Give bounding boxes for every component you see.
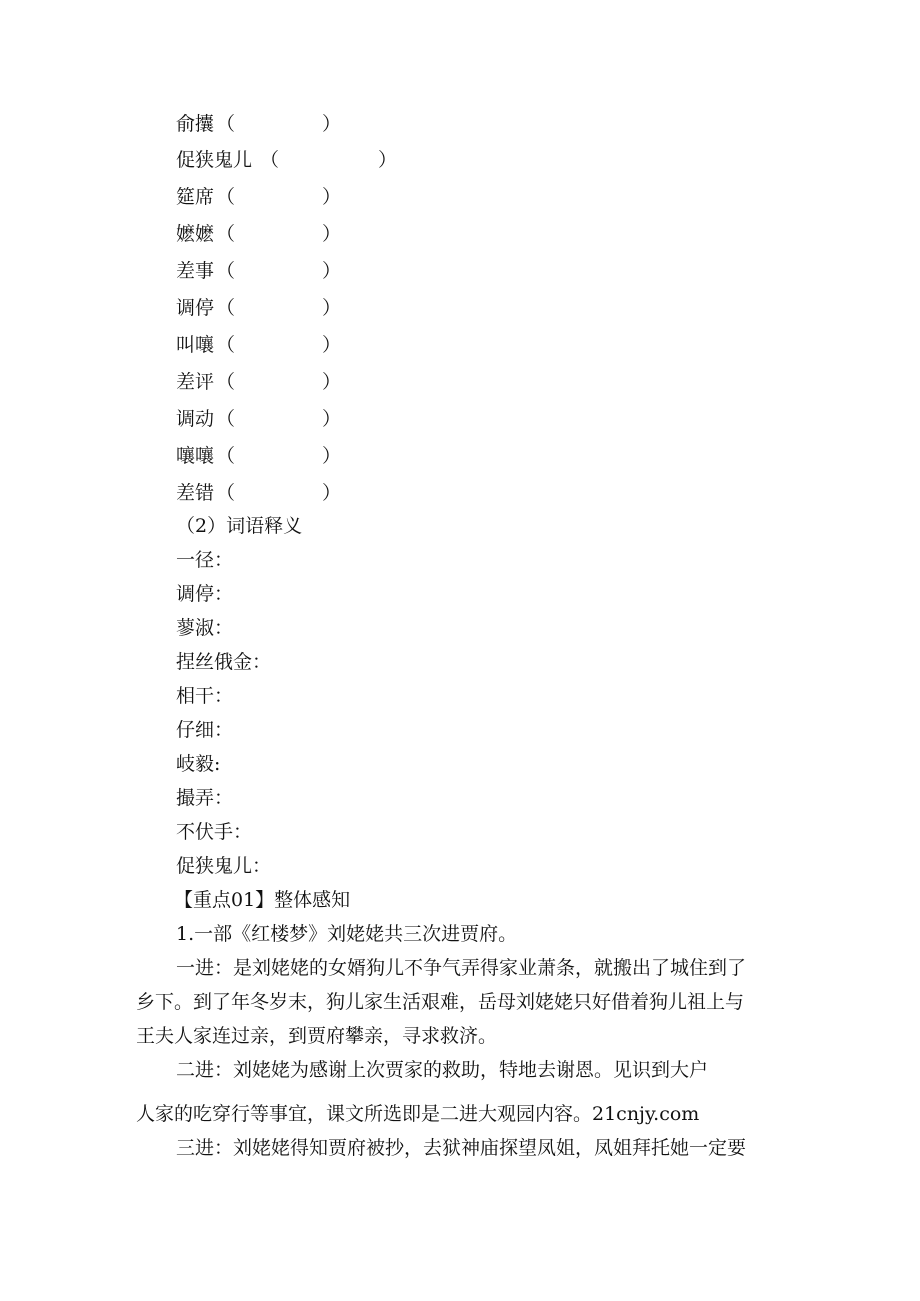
definition-item: 一径： bbox=[176, 549, 234, 571]
pinyin-item: 差事 （ ） bbox=[176, 260, 342, 282]
paragraph-line: 人家的吃穿行等事宜，课文所选即是二进大观园内容。21cnjy.com bbox=[136, 1103, 700, 1125]
paragraph-line: 二进：刘姥姥为感谢上次贾家的救助，特地去谢恩。见识到大户 bbox=[176, 1059, 709, 1081]
paragraph-line: 乡下。到了年冬岁末，狗儿家生活艰难，岳母刘姥姥只好借着狗儿祖上与 bbox=[136, 991, 745, 1013]
pinyin-word: 差错 bbox=[176, 482, 215, 504]
pinyin-word: 嚷嚷 bbox=[176, 445, 215, 467]
pinyin-word: 调动 bbox=[176, 408, 215, 430]
pinyin-word: 嬷嬷 bbox=[176, 223, 215, 245]
pinyin-item: 筵席 （ ） bbox=[176, 186, 342, 208]
definition-item: 岐毅: bbox=[176, 753, 221, 775]
definition-item: 相干： bbox=[176, 685, 234, 707]
pinyin-item: 嬷嬷 （ ） bbox=[176, 223, 342, 245]
pinyin-item: 差错 （ ） bbox=[176, 482, 342, 504]
definition-item: 蓼淑： bbox=[176, 617, 234, 639]
pinyin-word: 叫嚷 bbox=[176, 334, 215, 356]
definition-item: 撮弄： bbox=[176, 787, 234, 809]
pinyin-word: 调停 bbox=[176, 297, 215, 319]
pinyin-item: 叫嚷 （ ） bbox=[176, 334, 342, 356]
paragraph-line: 三进：刘姥姥得知贾府被抄，去狱神庙探望凤姐，凤姐拜托她一定要 bbox=[176, 1137, 747, 1159]
paragraph-line: 一进：是刘姥姥的女婿狗儿不争气弄得家业萧条，就搬出了城住到了 bbox=[176, 957, 747, 979]
paragraph-line: 王夫人家连过亲，到贾府攀亲，寻求救济。 bbox=[136, 1025, 498, 1047]
pinyin-item: 促狭鬼儿 （ ） bbox=[176, 149, 398, 171]
definition-item: 促狭鬼儿： bbox=[176, 855, 272, 877]
definition-item: 仔细： bbox=[176, 719, 234, 741]
pinyin-word: 筵席 bbox=[176, 186, 215, 208]
pinyin-item: 嚷嚷 （ ） bbox=[176, 445, 342, 467]
point-heading: 1.一部《红楼梦》刘姥姥共三次进贾府。 bbox=[176, 923, 518, 945]
pinyin-item: 调停 （ ） bbox=[176, 297, 342, 319]
pinyin-word: 促狭鬼儿 bbox=[176, 149, 253, 171]
definition-item: 调停： bbox=[176, 583, 234, 605]
pinyin-item: 俞攮 （ ） bbox=[176, 113, 342, 135]
pinyin-word: 差评 bbox=[176, 371, 215, 393]
definition-item: 捏丝俄金： bbox=[176, 651, 272, 673]
pinyin-word: 俞攮 bbox=[176, 113, 215, 135]
definition-item: 不伏手： bbox=[176, 821, 253, 843]
key-point-heading: 【重点01】整体感知 bbox=[174, 889, 351, 911]
pinyin-item: 差评 （ ） bbox=[176, 371, 342, 393]
section-heading: （2）词语释义 bbox=[176, 515, 303, 537]
pinyin-item: 调动 （ ） bbox=[176, 408, 342, 430]
pinyin-word: 差事 bbox=[176, 260, 215, 282]
